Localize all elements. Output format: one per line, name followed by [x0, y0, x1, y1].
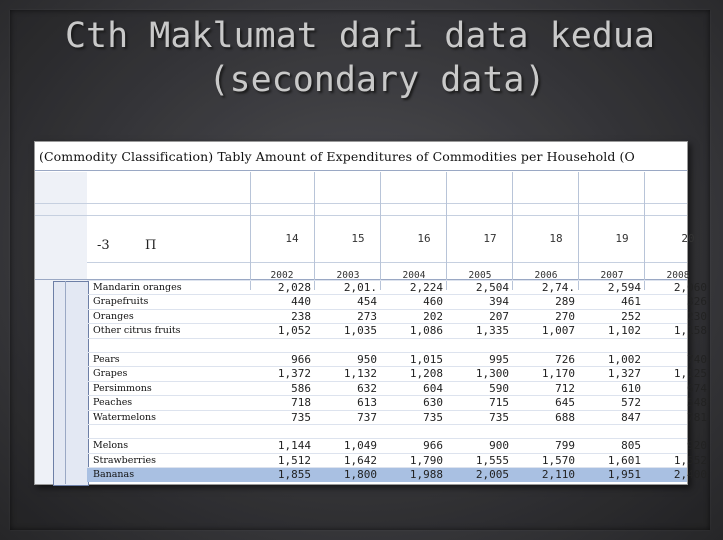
slide-title-line-1: Cth Maklumat dari data kedua — [64, 16, 655, 56]
table-cell[interactable]: 966 — [423, 439, 443, 453]
row-label: Grapefruits — [93, 296, 149, 308]
table-cell[interactable]: 781 — [687, 410, 707, 424]
table-cell[interactable]: 1,552 — [673, 453, 707, 467]
table-cell[interactable]: 1,052 — [277, 324, 311, 338]
table-cell[interactable]: 1,049 — [343, 439, 377, 453]
header-rule — [35, 203, 687, 204]
row-label: Persimmons — [93, 382, 152, 394]
table-cell[interactable]: 688 — [555, 410, 575, 424]
table-cell[interactable]: 995 — [489, 353, 509, 366]
table-caption: (Commodity Classification) Tably Amount of Expenditures of Commodities per Household (O — [39, 149, 635, 164]
table-cell[interactable]: 440 — [291, 295, 311, 309]
table-cell[interactable]: 1,125 — [673, 367, 707, 381]
era-year-header: 16 — [417, 232, 431, 245]
year-header: 2007 — [600, 270, 624, 281]
row-label: Bananas — [93, 469, 135, 481]
table-cell[interactable]: 273 — [357, 309, 377, 323]
table-cell[interactable]: 1,372 — [277, 367, 311, 381]
table-cell[interactable]: 2,504 — [475, 281, 509, 294]
table-cell[interactable]: 590 — [489, 381, 509, 395]
header-kanji: -3 — [97, 238, 110, 253]
table-cell[interactable]: 1,300 — [475, 367, 509, 381]
table-cell[interactable]: 1,327 — [607, 367, 641, 381]
table-cell[interactable]: 1,208 — [409, 367, 443, 381]
era-year-header: 19 — [615, 232, 629, 245]
table-cell[interactable]: 1,512 — [277, 453, 311, 467]
table-cell[interactable]: 460 — [423, 295, 443, 309]
table-cell[interactable]: 2,594 — [607, 281, 641, 294]
table-cell[interactable]: 326 — [687, 295, 707, 309]
table-cell[interactable]: 1,601 — [607, 453, 641, 467]
table-cell[interactable]: 966 — [291, 353, 311, 366]
table-row[interactable] — [87, 280, 707, 295]
table-cell[interactable]: 799 — [555, 439, 575, 453]
slide-title-line-2: (secondary data) — [208, 60, 546, 100]
table-cell[interactable]: 718 — [291, 396, 311, 410]
table-row[interactable] — [87, 453, 707, 468]
table-cell[interactable]: 1,132 — [343, 367, 377, 381]
row-label: Peaches — [93, 397, 133, 409]
table-row[interactable] — [87, 467, 707, 482]
table-cell[interactable]: 1,951 — [607, 468, 641, 482]
table-cell[interactable]: 230 — [687, 309, 707, 323]
table-cell[interactable]: 1,035 — [343, 324, 377, 338]
table-cell[interactable]: 1,335 — [475, 324, 509, 338]
row-selection-divider — [65, 281, 66, 484]
table-cell[interactable]: 613 — [357, 396, 377, 410]
table-cell[interactable]: 1,158 — [673, 324, 707, 338]
table-cell[interactable]: 1,800 — [343, 468, 377, 482]
table-row[interactable] — [87, 352, 707, 367]
row-label: Pears — [93, 354, 120, 365]
table-cell[interactable]: 2,74. — [541, 281, 575, 294]
table-cell[interactable]: 2,224 — [409, 281, 443, 294]
table-cell[interactable]: 674 — [687, 381, 707, 395]
era-year-header: 18 — [549, 232, 563, 245]
table-cell[interactable]: 805 — [621, 439, 641, 453]
table-cell[interactable]: 1,570 — [541, 453, 575, 467]
row-label: Mandarin oranges — [93, 282, 182, 293]
table-cell[interactable]: 645 — [555, 396, 575, 410]
row-label: Watermelons — [93, 411, 156, 423]
table-cell[interactable]: 726 — [555, 353, 575, 366]
header-rule — [35, 170, 687, 171]
era-year-header: 20 — [681, 232, 695, 245]
table-cell[interactable]: 2,400 — [673, 468, 707, 482]
table-cell[interactable]: 394 — [489, 295, 509, 309]
table-cell[interactable]: 712 — [555, 381, 575, 395]
table-row[interactable] — [87, 309, 707, 324]
table-cell[interactable]: 1,170 — [541, 367, 575, 381]
table-cell[interactable]: 1,855 — [277, 468, 311, 482]
year-header: 2008 — [666, 270, 690, 281]
table-cell[interactable]: 735 — [291, 410, 311, 424]
table-cell[interactable]: 2,060 — [673, 281, 707, 294]
table-cell[interactable]: 454 — [357, 295, 377, 309]
year-header: 2004 — [402, 270, 426, 281]
table-cell[interactable]: 289 — [555, 295, 575, 309]
era-year-header: 14 — [285, 232, 299, 245]
table-cell[interactable]: 270 — [555, 309, 575, 323]
table-cell[interactable]: 1,086 — [409, 324, 443, 338]
table-cell[interactable]: 1,642 — [343, 453, 377, 467]
table-cell[interactable]: 920 — [687, 439, 707, 453]
table-cell[interactable]: 1,007 — [541, 324, 575, 338]
table-cell[interactable]: 2,01. — [343, 281, 377, 294]
table-cell[interactable]: 238 — [291, 309, 311, 323]
row-label: Other citrus fruits — [93, 325, 181, 337]
table-cell[interactable]: 604 — [423, 381, 443, 395]
table-cell[interactable]: 548 — [687, 396, 707, 410]
table-row[interactable] — [87, 366, 707, 381]
table-cell[interactable]: 610 — [621, 381, 641, 395]
slide-title — [0, 14, 720, 102]
table-cell[interactable]: 202 — [423, 309, 443, 323]
table-cell[interactable]: 252 — [621, 309, 641, 323]
table-cell[interactable]: 586 — [291, 381, 311, 395]
table-cell[interactable]: 1,988 — [409, 468, 443, 482]
table-cell[interactable]: 630 — [423, 396, 443, 410]
table-cell[interactable]: 1,144 — [277, 439, 311, 453]
header-rule — [35, 215, 687, 216]
table-cell[interactable]: 207 — [489, 309, 509, 323]
table-cell[interactable]: 2,005 — [475, 468, 509, 482]
table-row[interactable] — [87, 438, 707, 453]
table-cell[interactable]: 715 — [489, 396, 509, 410]
table-row[interactable] — [87, 424, 687, 439]
table-row[interactable] — [87, 395, 707, 410]
table-cell[interactable]: 632 — [357, 381, 377, 395]
year-header: 2006 — [534, 270, 558, 281]
table-cell[interactable]: 1,555 — [475, 453, 509, 467]
era-year-header: 17 — [483, 232, 497, 245]
spreadsheet-table — [34, 141, 707, 485]
table-cell[interactable]: 737 — [357, 410, 377, 424]
table-cell[interactable]: 2,110 — [541, 468, 575, 482]
row-label: Oranges — [93, 310, 134, 322]
header-rule — [87, 262, 687, 263]
table-cell[interactable]: 1,002 — [607, 353, 641, 366]
year-header: 2002 — [270, 270, 294, 281]
table-row[interactable] — [87, 294, 707, 309]
row-label: Strawberries — [93, 454, 156, 466]
table-cell[interactable]: 740 — [687, 353, 707, 366]
table-cell[interactable]: 1,015 — [409, 353, 443, 366]
header-kanji: Π — [145, 238, 157, 253]
year-header: 2005 — [468, 270, 492, 281]
table-row[interactable] — [87, 381, 707, 396]
table-cell[interactable]: 572 — [621, 396, 641, 410]
table-cell[interactable]: 2,028 — [277, 281, 311, 294]
table-cell[interactable]: 461 — [621, 295, 641, 309]
table-cell[interactable]: 900 — [489, 439, 509, 453]
row-selection-box[interactable] — [53, 281, 89, 486]
year-header: 2003 — [336, 270, 360, 281]
table-cell[interactable]: 735 — [423, 410, 443, 424]
row-label: Melons — [93, 440, 129, 452]
table-cell[interactable]: 735 — [489, 410, 509, 424]
table-row[interactable] — [87, 410, 707, 425]
era-year-header: 15 — [351, 232, 365, 245]
table-row[interactable] — [87, 323, 707, 338]
table-cell[interactable]: 1,790 — [409, 453, 443, 467]
row-label: Grapes — [93, 368, 128, 380]
table-cell[interactable]: 847 — [621, 410, 641, 424]
table-row[interactable] — [87, 338, 687, 353]
table-cell[interactable]: 950 — [357, 353, 377, 366]
table-cell[interactable]: 1,102 — [607, 324, 641, 338]
